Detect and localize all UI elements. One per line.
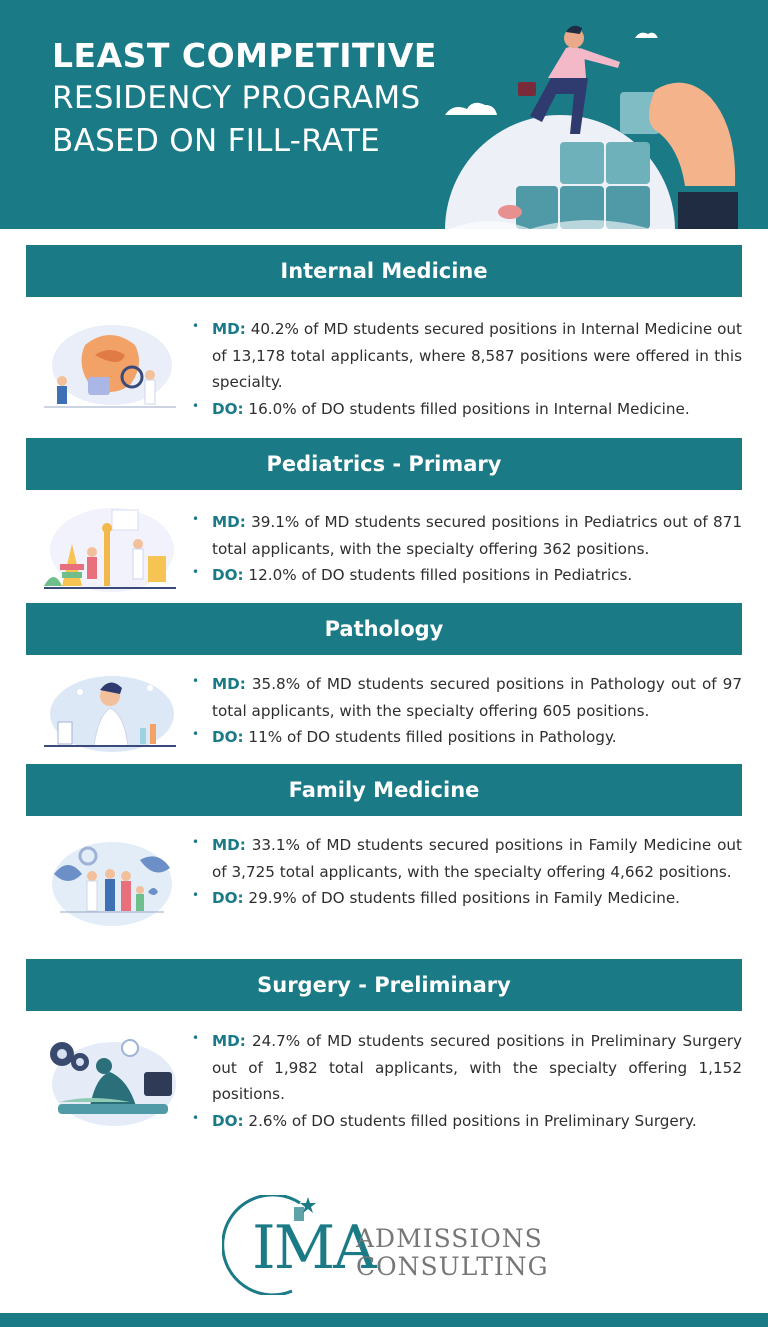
pediatrics-illustration [40,500,180,600]
do-bullet [192,562,742,589]
surgery-illustration [40,1032,180,1132]
title-line-2: RESIDENCY PROGRAMS [52,80,421,116]
section-header-pediatrics [26,438,742,490]
md-text: 24.7% of MD students secured positions in Preliminary Surgery out of 1,982 total applicants, with the specialty offering 1,152 positions. [212,1032,742,1103]
do-text: 11% of DO students filled positions in Pathology. [243,728,617,746]
md-bullet [192,671,742,724]
do-text: 12.0% of DO students filled positions in Pediatrics. [243,566,633,584]
footer-bar [0,1313,768,1327]
md-label: MD: [212,513,246,531]
do-bullet [192,396,742,423]
page-title [52,34,437,163]
md-text: 35.8% of MD students secured positions in Pathology out of 97 total applicants, with the specialty offering 605 positions. [212,675,742,720]
section-header-surgery [26,959,742,1011]
section-title: Pediatrics - Primary [266,452,502,476]
md-text: 39.1% of MD students secured positions in Pediatrics out of 871 total applicants, with the specialty offering 362 positions. [212,513,742,558]
do-bullet [192,885,742,912]
do-bullet [192,724,742,751]
do-text: 16.0% of DO students filled positions in Internal Medicine. [243,399,690,418]
do-text: 29.9% of DO students filled positions in Family Medicine. [243,889,680,907]
md-text: 40.2% of MD students secured positions in Internal Medicine out of 13,178 total applicants, where 8,587 positions were offered in this specialty. [212,320,742,391]
section-header-pathology [26,603,742,655]
do-label: DO: [212,728,244,746]
pathology-illustration [40,666,180,766]
section-title: Pathology [324,617,444,641]
md-bullet [192,1028,742,1108]
section-header-family-medicine [26,764,742,816]
businessman-stairs-illustration [440,20,768,229]
md-label: MD: [212,675,246,693]
md-label: MD: [212,1032,246,1050]
section-title: Internal Medicine [280,259,488,283]
logo-line-admissions: ADMISSIONS [356,1224,543,1253]
title-line-1: LEAST COMPETITIVE [52,36,437,75]
section-header-internal-medicine [26,245,742,297]
header-banner [0,0,768,229]
do-bullet [192,1108,742,1135]
do-label: DO: [212,1111,244,1130]
pediatrics-bullets [192,509,742,589]
do-label: DO: [212,399,244,418]
family-medicine-bullets [192,832,742,912]
surgery-bullets [192,1028,742,1134]
do-text: 2.6% of DO students filled positions in Preliminary Surgery. [243,1111,697,1130]
pathology-bullets [192,671,742,751]
ima-admissions-consulting-logo [222,1195,552,1295]
internal-medicine-illustration [40,315,180,415]
internal-medicine-bullets [192,316,742,422]
section-title: Family Medicine [288,778,480,802]
logo-line-consulting: CONSULTING [356,1252,549,1281]
section-title: Surgery - Preliminary [257,973,511,997]
md-text: 33.1% of MD students secured positions in Family Medicine out of 3,725 total applicants, with the specialty offering 4,662 positions. [212,836,742,881]
do-label: DO: [212,566,244,584]
title-line-3: BASED ON FILL-RATE [52,123,381,159]
family-medicine-illustration [40,834,180,934]
md-label: MD: [212,836,246,854]
md-bullet [192,832,742,885]
do-label: DO: [212,889,244,907]
logo-mark: IMA [252,1213,375,1283]
md-label: MD: [212,320,246,338]
md-bullet [192,316,742,396]
md-bullet [192,509,742,562]
